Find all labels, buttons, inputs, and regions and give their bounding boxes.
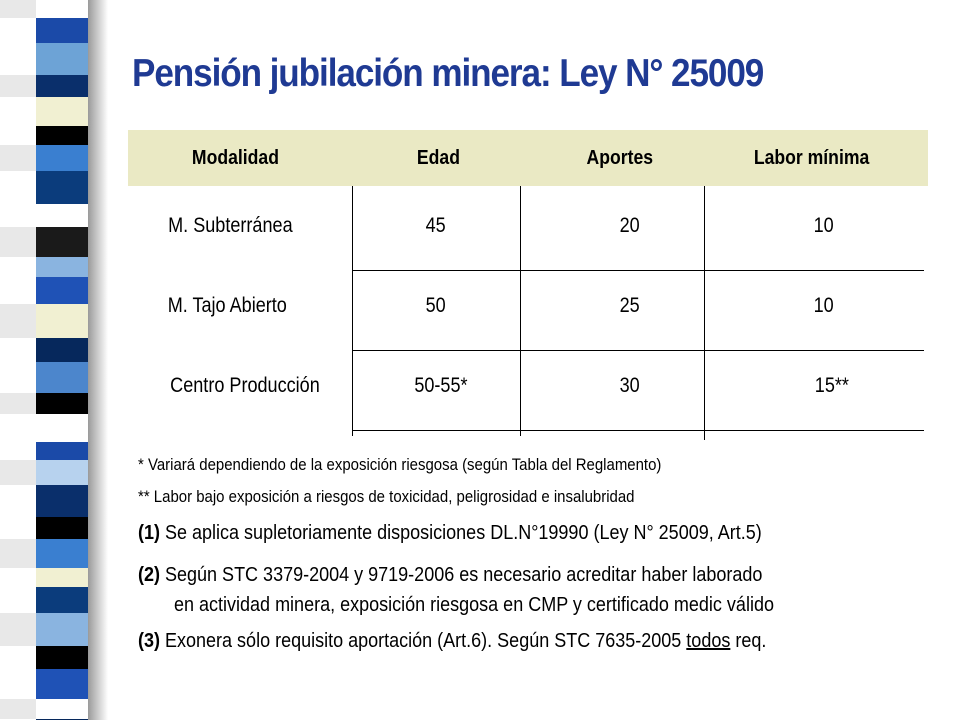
strip-edge-block xyxy=(0,362,36,393)
decorative-left-strip xyxy=(0,0,108,720)
strip-edge-block xyxy=(0,145,36,171)
strip-block xyxy=(36,613,88,646)
note-2-label: (2) xyxy=(138,564,161,586)
strip-edge-block xyxy=(0,43,36,75)
strip-edge-block xyxy=(0,539,36,568)
strip-block xyxy=(36,539,88,568)
strip-block xyxy=(36,699,88,719)
strip-edge-block xyxy=(0,613,36,646)
strip-block xyxy=(36,517,88,539)
page-title: Pensión jubilación minera: Ley N° 25009 xyxy=(132,52,764,95)
strip-edge-block xyxy=(0,587,36,613)
strip-edge-block xyxy=(0,460,36,485)
note-2-continuation: en actividad minera, exposición riesgosa en CMP y certificado medic válido xyxy=(174,594,774,616)
strip-block xyxy=(36,442,88,460)
strip-block xyxy=(36,568,88,587)
note-1-label: (1) xyxy=(138,522,161,544)
strip-block xyxy=(36,43,88,75)
strip-block xyxy=(36,0,88,18)
row-divider xyxy=(352,350,924,351)
row-modalidad: Centro Producción xyxy=(170,374,320,397)
strip-block xyxy=(36,669,88,699)
strip-edge-block xyxy=(0,517,36,539)
pension-table xyxy=(128,130,928,426)
strip-edge-block xyxy=(0,126,36,145)
strip-edge-block xyxy=(0,304,36,338)
strip-block xyxy=(36,414,88,442)
strip-edge-block xyxy=(0,699,36,719)
row-aportes: 20 xyxy=(619,214,640,237)
note-3-end: req. xyxy=(730,630,767,652)
strip-block xyxy=(36,126,88,145)
table-row xyxy=(128,346,928,426)
strip-edge-block xyxy=(0,204,36,227)
strip-edge-block xyxy=(0,18,36,43)
strip-block xyxy=(36,145,88,171)
strip-block xyxy=(36,257,88,277)
strip-edge-block xyxy=(0,75,36,97)
table-row xyxy=(128,186,928,266)
note-2 xyxy=(138,564,762,587)
row-edad: 50 xyxy=(425,294,446,317)
row-divider xyxy=(352,430,924,431)
row-aportes: 25 xyxy=(619,294,640,317)
note-3 xyxy=(138,630,766,653)
strip-block xyxy=(36,393,88,414)
strip-block xyxy=(36,227,88,257)
row-labor: 10 xyxy=(813,214,834,237)
header-modalidad: Modalidad xyxy=(191,147,279,169)
footnote-asterisk: * Variará dependiendo de la exposición riesgosa (según Tabla del Reglamento) xyxy=(138,455,662,474)
note-3-underlined: todos xyxy=(686,630,731,652)
strip-block xyxy=(36,460,88,485)
header-edad: Edad xyxy=(416,147,460,169)
header-labor-minima: Labor mínima xyxy=(753,147,870,169)
strip-edge-block xyxy=(0,393,36,414)
row-modalidad: M. Tajo Abierto xyxy=(167,294,287,317)
strip-edge-block xyxy=(0,568,36,587)
column-divider xyxy=(352,186,353,436)
strip-block xyxy=(36,171,88,204)
header-aportes: Aportes xyxy=(586,147,654,169)
table-row xyxy=(128,266,928,346)
note-3-label: (3) xyxy=(138,630,161,652)
strip-edge-block xyxy=(0,257,36,277)
column-divider xyxy=(704,186,705,440)
strip-block xyxy=(36,204,88,227)
strip-block xyxy=(36,75,88,97)
note-1 xyxy=(138,522,762,545)
strip-edge-block xyxy=(0,669,36,699)
column-divider xyxy=(520,186,521,436)
strip-shadow xyxy=(88,0,108,720)
row-edad: 50-55* xyxy=(414,374,468,397)
strip-edge-block xyxy=(0,646,36,669)
strip-block xyxy=(36,646,88,669)
strip-block xyxy=(36,338,88,362)
row-edad: 45 xyxy=(425,214,446,237)
strip-block xyxy=(36,97,88,126)
strip-edge-block xyxy=(0,171,36,204)
strip-edge-block xyxy=(0,485,36,517)
strip-block xyxy=(36,587,88,613)
note-3-text: Exonera sólo requisito aportación (Art.6). Según STC 7635-2005 xyxy=(160,630,687,652)
note-1-text: Se aplica supletoriamente disposiciones DL.N°19990 (Ley N° 25009, Art.5) xyxy=(160,522,762,544)
footnote-double-asterisk: ** Labor bajo exposición a riesgos de toxicidad, peligrosidad e insalubridad xyxy=(138,487,635,506)
strip-block xyxy=(36,485,88,517)
strip-edge-block xyxy=(0,414,36,442)
row-modalidad: M. Subterránea xyxy=(168,214,293,237)
strip-edge-block xyxy=(0,0,36,18)
strip-edge-block xyxy=(0,442,36,460)
note-2-text: Según STC 3379-2004 y 9719-2006 es necesario acreditar haber laborado xyxy=(160,564,763,586)
row-labor: 15** xyxy=(814,374,849,397)
row-divider xyxy=(352,270,924,271)
row-aportes: 30 xyxy=(619,374,640,397)
table-header xyxy=(128,130,928,186)
strip-edge-block xyxy=(0,277,36,304)
strip-edge-block xyxy=(0,97,36,126)
strip-edge-block xyxy=(0,227,36,257)
row-labor: 10 xyxy=(813,294,834,317)
strip-block xyxy=(36,362,88,393)
strip-block xyxy=(36,277,88,304)
strip-edge-block xyxy=(0,338,36,362)
strip-block xyxy=(36,18,88,43)
strip-block xyxy=(36,304,88,338)
